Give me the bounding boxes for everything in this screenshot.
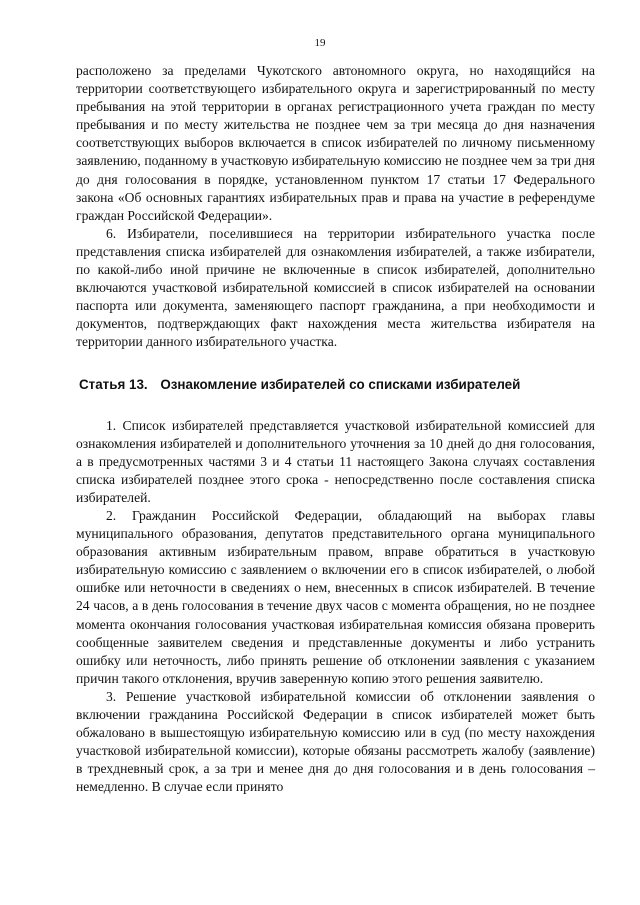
article-heading bbox=[76, 376, 595, 394]
paragraph-item-1: 1. Список избирателей представляется участковой избирательной комиссией для ознакомления избирателей и дополнительного уточнения за 10 дней до дня голосования, а в предусмотренных частями 3 и 4 статьи 11 настоящего Закона случаях составления списка избирателей позднее этого срока - непосредственно после составления списка избирателей. bbox=[76, 417, 595, 505]
article-title: Ознакомление избирателей со списками избирателей bbox=[160, 376, 521, 392]
page-body bbox=[76, 62, 595, 796]
paragraph-item-3: 3. Решение участковой избирательной комиссии об отклонении заявления о включении гражданина Российской Федерации в список избирателей может быть обжаловано в вышестоящую избирательную комиссию или в суд (по месту нахождения участковой избирательной комиссии), которые обязаны рассмотреть жалобу (заявление) в трехдневный срок, а за три и менее дня до дня голосования и в день голосования – немедленно. В случае если принято bbox=[76, 688, 595, 795]
paragraph-item-2: 2. Гражданин Российской Федерации, обладающий на выборах главы муниципального образования, депутатов представительного органа муниципального образования активным избирательным правом, вправе обратиться в участковую избирательную комиссию с заявлением о включении его в список избирателей, о любой ошибке или неточности в сведениях о нем, внесенных в список избирателей. В течение 24 часов, а в день голосования в течение двух часов с момента обращения, но не позднее момента окончания голосования участковая избирательная комиссия обязана проверить сообщенные заявителем сведения и представленные документы и либо устранить ошибку или неточность, либо принять решение об отклонении заявления с указанием причин такого отклонения, вручив заверенную копию этого решения заявителю. bbox=[76, 507, 595, 686]
paragraph-continuation: расположено за пределами Чукотского автономного округа, но находящийся на территории соответствующего избирательного округа и зарегистрированный по месту пребывания на этой территории в органах регистрационного учета граждан по месту пребывания и по месту жительства не позднее чем за три месяца до дня назначения соответствующих выборов включается в список избирателей по личному письменному заявлению, поданному в участковую избирательную комиссию не позднее чем за три дня до дня голосования в порядке, установленном пунктом 17 статьи 17 Федерального закона «Об основных гарантиях избирательных прав и права на участие в референдуме граждан Российской Федерации». bbox=[76, 63, 595, 223]
paragraph-item-6: 6. Избиратели, поселившиеся на территории избирательного участка после представления списка избирателей для ознакомления избирателей, а также избиратели, по какой-либо иной причине не включенные в список избирателей, дополнительно включаются участковой избирательной комиссией в список избирателей на основании паспорта или документа, заменяющего паспорт гражданина, а при необходимости и документов, подтверждающих факт нахождения места жительства избирателя на территории данного избирательного участка. bbox=[76, 225, 595, 350]
article-number: Статья 13. bbox=[79, 376, 148, 392]
page-number: 19 bbox=[314, 37, 326, 49]
